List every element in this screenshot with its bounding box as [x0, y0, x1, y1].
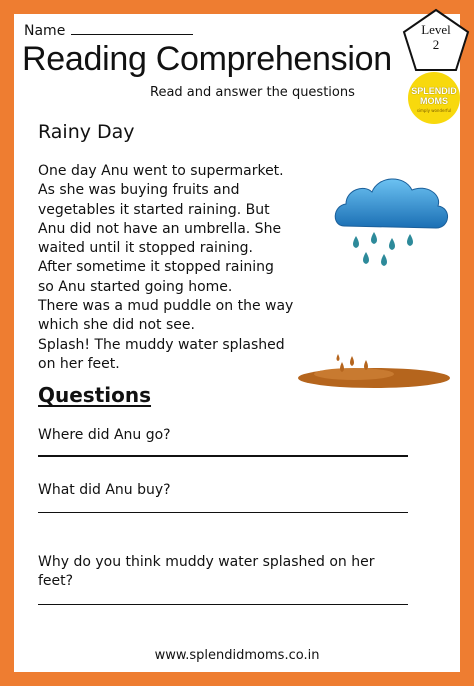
story-line: Splash! The muddy water splashed	[38, 336, 285, 353]
page-subtitle: Read and answer the questions	[150, 85, 355, 100]
answer-line-3[interactable]	[38, 604, 408, 605]
story-line: waited until it stopped raining.	[38, 240, 253, 257]
logo-line-2: MOMS	[420, 96, 448, 106]
level-number: 2	[432, 37, 440, 52]
question-3-text-2: feet?	[38, 573, 74, 589]
story-line: There was a mud puddle on the way	[38, 298, 294, 315]
question-1-text: Where did Anu go?	[38, 427, 171, 443]
mud-puddle-icon	[294, 350, 450, 392]
name-label: Name	[24, 23, 66, 39]
story-title: Rainy Day	[38, 121, 135, 143]
answer-line-2[interactable]	[38, 512, 408, 513]
question-2-text: What did Anu buy?	[38, 482, 171, 498]
story-line: which she did not see.	[38, 317, 195, 334]
logo-tagline: simply wonderful	[416, 108, 452, 113]
story-line: As she was buying fruits and	[38, 182, 240, 199]
story-line: on her feet.	[38, 355, 120, 372]
footer-url[interactable]: www.splendidmoms.co.in	[154, 648, 320, 663]
logo-line-1: SPLENDID	[411, 86, 457, 96]
story-line: One day Anu went to supermarket.	[38, 163, 284, 179]
name-row	[24, 22, 193, 39]
level-word: Level	[421, 22, 451, 37]
story-line: Anu did not have an umbrella. She	[38, 220, 282, 237]
brand-logo	[408, 72, 460, 124]
story-line: vegetables it started raining. But	[38, 201, 270, 218]
rain-cloud-icon	[330, 170, 452, 270]
story-line: After sometime it stopped raining	[38, 259, 274, 276]
logo-wordmark	[408, 86, 460, 106]
name-line[interactable]	[71, 22, 193, 35]
answer-line-1[interactable]	[38, 455, 408, 457]
story-line: so Anu started going home.	[38, 278, 233, 295]
question-1	[38, 426, 418, 445]
question-3-text-1: Why do you think muddy water splashed on her	[38, 554, 375, 570]
question-2	[38, 481, 418, 500]
question-3	[38, 553, 418, 591]
story-text	[38, 162, 328, 374]
questions-heading: Questions	[38, 383, 152, 407]
page-title: Reading Comprehension	[22, 40, 392, 78]
level-badge	[402, 22, 470, 52]
